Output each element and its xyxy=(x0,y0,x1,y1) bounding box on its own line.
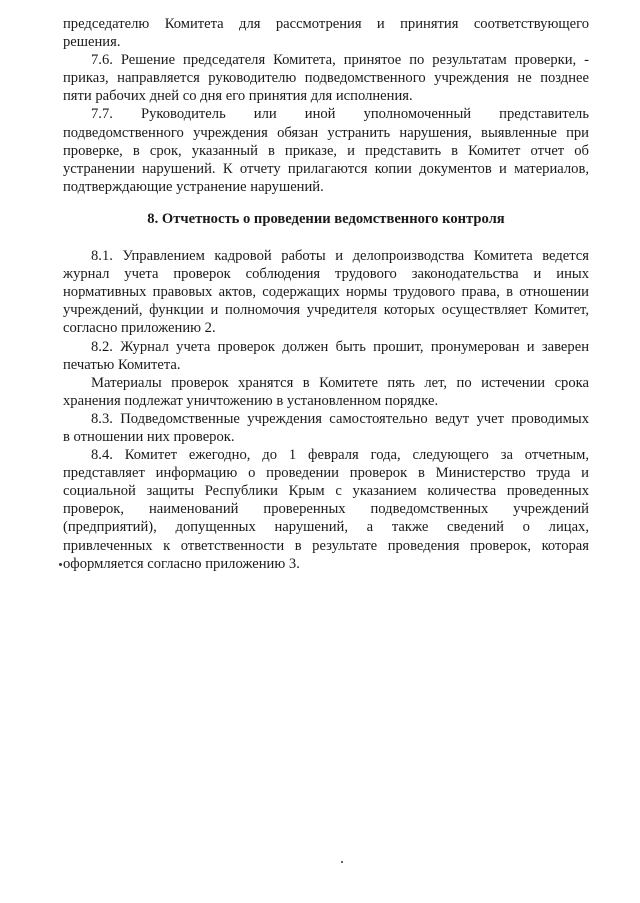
text-line: решения. xyxy=(63,34,121,51)
paragraph-8-4 xyxy=(63,446,589,573)
scan-speck xyxy=(341,861,343,863)
section-heading: 8. Отчетность о проведении ведомственного контроля xyxy=(147,210,505,227)
paragraph-8-2 xyxy=(63,338,589,374)
text-line: приказ, направляется руководителю подведомственного учреждения не позднее xyxy=(63,70,589,87)
paragraph-7-6 xyxy=(63,51,589,105)
text-line: социальной защиты Республики Крым с указанием количества проведенных xyxy=(63,483,589,500)
paragraph-7-7 xyxy=(63,105,589,195)
text-line: оформляется согласно приложению 3. xyxy=(63,555,300,572)
text-line: председателю Комитета для рассмотрения и принятия соответствующего xyxy=(63,16,589,32)
scan-speck xyxy=(59,563,62,566)
text-line: журнал учета проверок соблюдения трудового законодательства и иных xyxy=(63,266,589,283)
text-line: печатью Комитета. xyxy=(63,356,181,373)
text-line: 7.7. Руководитель или иной уполномоченный представитель xyxy=(91,106,589,123)
text-line: привлеченных к ответственности в результате проведения проверок, которая xyxy=(63,537,589,554)
document-body xyxy=(63,15,589,573)
text-line: 8.2. Журнал учета проверок должен быть прошит, пронумерован и заверен xyxy=(91,338,589,355)
paragraph-7-5-continuation xyxy=(63,15,589,51)
text-line: устранении нарушений. К отчету прилагаются копии документов и материалов, xyxy=(63,160,589,177)
text-line: подтверждающие устранение нарушений. xyxy=(63,178,324,195)
text-line: 8.1. Управлением кадровой работы и делопроизводства Комитета ведется xyxy=(91,248,589,265)
paragraph-8-1 xyxy=(63,247,589,337)
text-line: хранения подлежат уничтожению в установленном порядке. xyxy=(63,392,439,409)
text-line: 7.6. Решение председателя Комитета, принятое по результатам проверки, - xyxy=(91,52,589,69)
text-line: в отношении них проверок. xyxy=(63,428,235,445)
text-line: учреждений, функции и полномочия учредителя которых осуществляет Комитет, xyxy=(63,302,589,319)
text-line: нормативных правовых актов, содержащих нормы трудового права, в отношении xyxy=(63,284,589,301)
text-line: 8.4. Комитет ежегодно, до 1 февраля года, следующего за отчетным, xyxy=(91,447,589,464)
paragraph-8-2-storage xyxy=(63,374,589,410)
text-line: Материалы проверок хранятся в Комитете пять лет, по истечении срока xyxy=(91,374,589,391)
text-line: (предприятий), допущенных нарушений, а также сведений о лицах, xyxy=(63,519,589,536)
text-line: подведомственного учреждения обязан устранить нарушения, выявленные при xyxy=(63,124,589,141)
text-line: проверок, наименований проверенных подведомственных учреждений xyxy=(63,501,589,518)
text-line: 8.3. Подведомственные учреждения самостоятельно ведут учет проводимых xyxy=(91,410,589,427)
text-line: представляет информацию о проведении проверок в Министерство труда и xyxy=(63,465,589,482)
paragraph-8-3 xyxy=(63,410,589,446)
text-line: проверке, в срок, указанный в приказе, и представить в Комитет отчет об xyxy=(63,142,589,159)
text-line: согласно приложению 2. xyxy=(63,320,216,337)
text-line: пяти рабочих дней со дня его принятия для исполнения. xyxy=(63,88,413,105)
